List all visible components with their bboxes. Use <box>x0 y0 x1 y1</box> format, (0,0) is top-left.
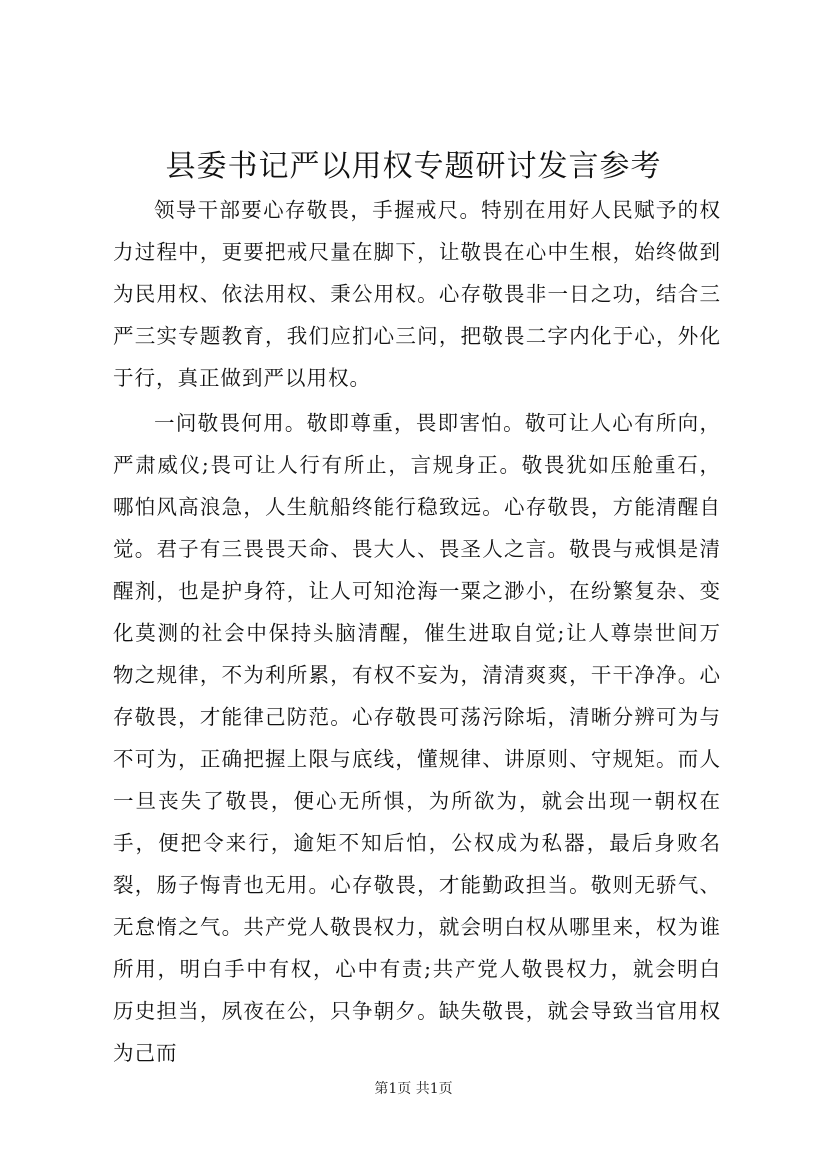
page-number: 第1页 共1页 <box>374 1081 453 1097</box>
document-body <box>113 189 721 1077</box>
document-title: 县委书记严以用权专题研讨发言参考 <box>165 149 662 184</box>
paragraph-2: 一问敬畏何用。敬即尊重，畏即害怕。敬可让人心有所向，严肃威仪;畏可让人行有所止，言规身正。敬畏犹如压舱重石，哪怕风高浪急，人生航船终能行稳致远。心存敬畏，方能清醒自觉。君子有三畏畏天命、畏大人、畏圣人之言。敬畏与戒惧是清醒剂，也是护身符，让人可知沧海一粟之渺小，在纷繁复杂、变化莫测的社会中保持头脑清醒，催生进取自觉;让人尊崇世间万物之规律，不为利所累，有权不妄为，清清爽爽，干干净净。心存敬畏，才能律己防范。心存敬畏可荡污除垢，清晰分辨可为与不可为，正确把握上限与底线，懂规律、讲原则、守规矩。而人一旦丧失了敬畏，便心无所惧，为所欲为，就会出现一朝权在手，便把令来行，逾矩不知后怕，公权成为私器，最后身败名裂，肠子悔青也无用。心存敬畏，才能勤政担当。敬则无骄气、无怠惰之气。共产党人敬畏权力，就会明白权从哪里来，权为谁所用，明白手中有权，心中有责;共产党人敬畏权力，就会明白历史担当，夙夜在公，只争朝夕。缺失敬畏，就会导致当官用权为己而 <box>113 411 721 1065</box>
paragraph-1: 领导干部要心存敬畏，手握戒尺。特别在用好人民赋予的权力过程中，更要把戒尺量在脚下，让敬畏在心中生根，始终做到为民用权、依法用权、秉公用权。心存敬畏非一日之功，结合三严三实专题教育，我们应扪心三问，把敬畏二字内化于心，外化于行，真正做到严以用权。 <box>113 198 721 390</box>
